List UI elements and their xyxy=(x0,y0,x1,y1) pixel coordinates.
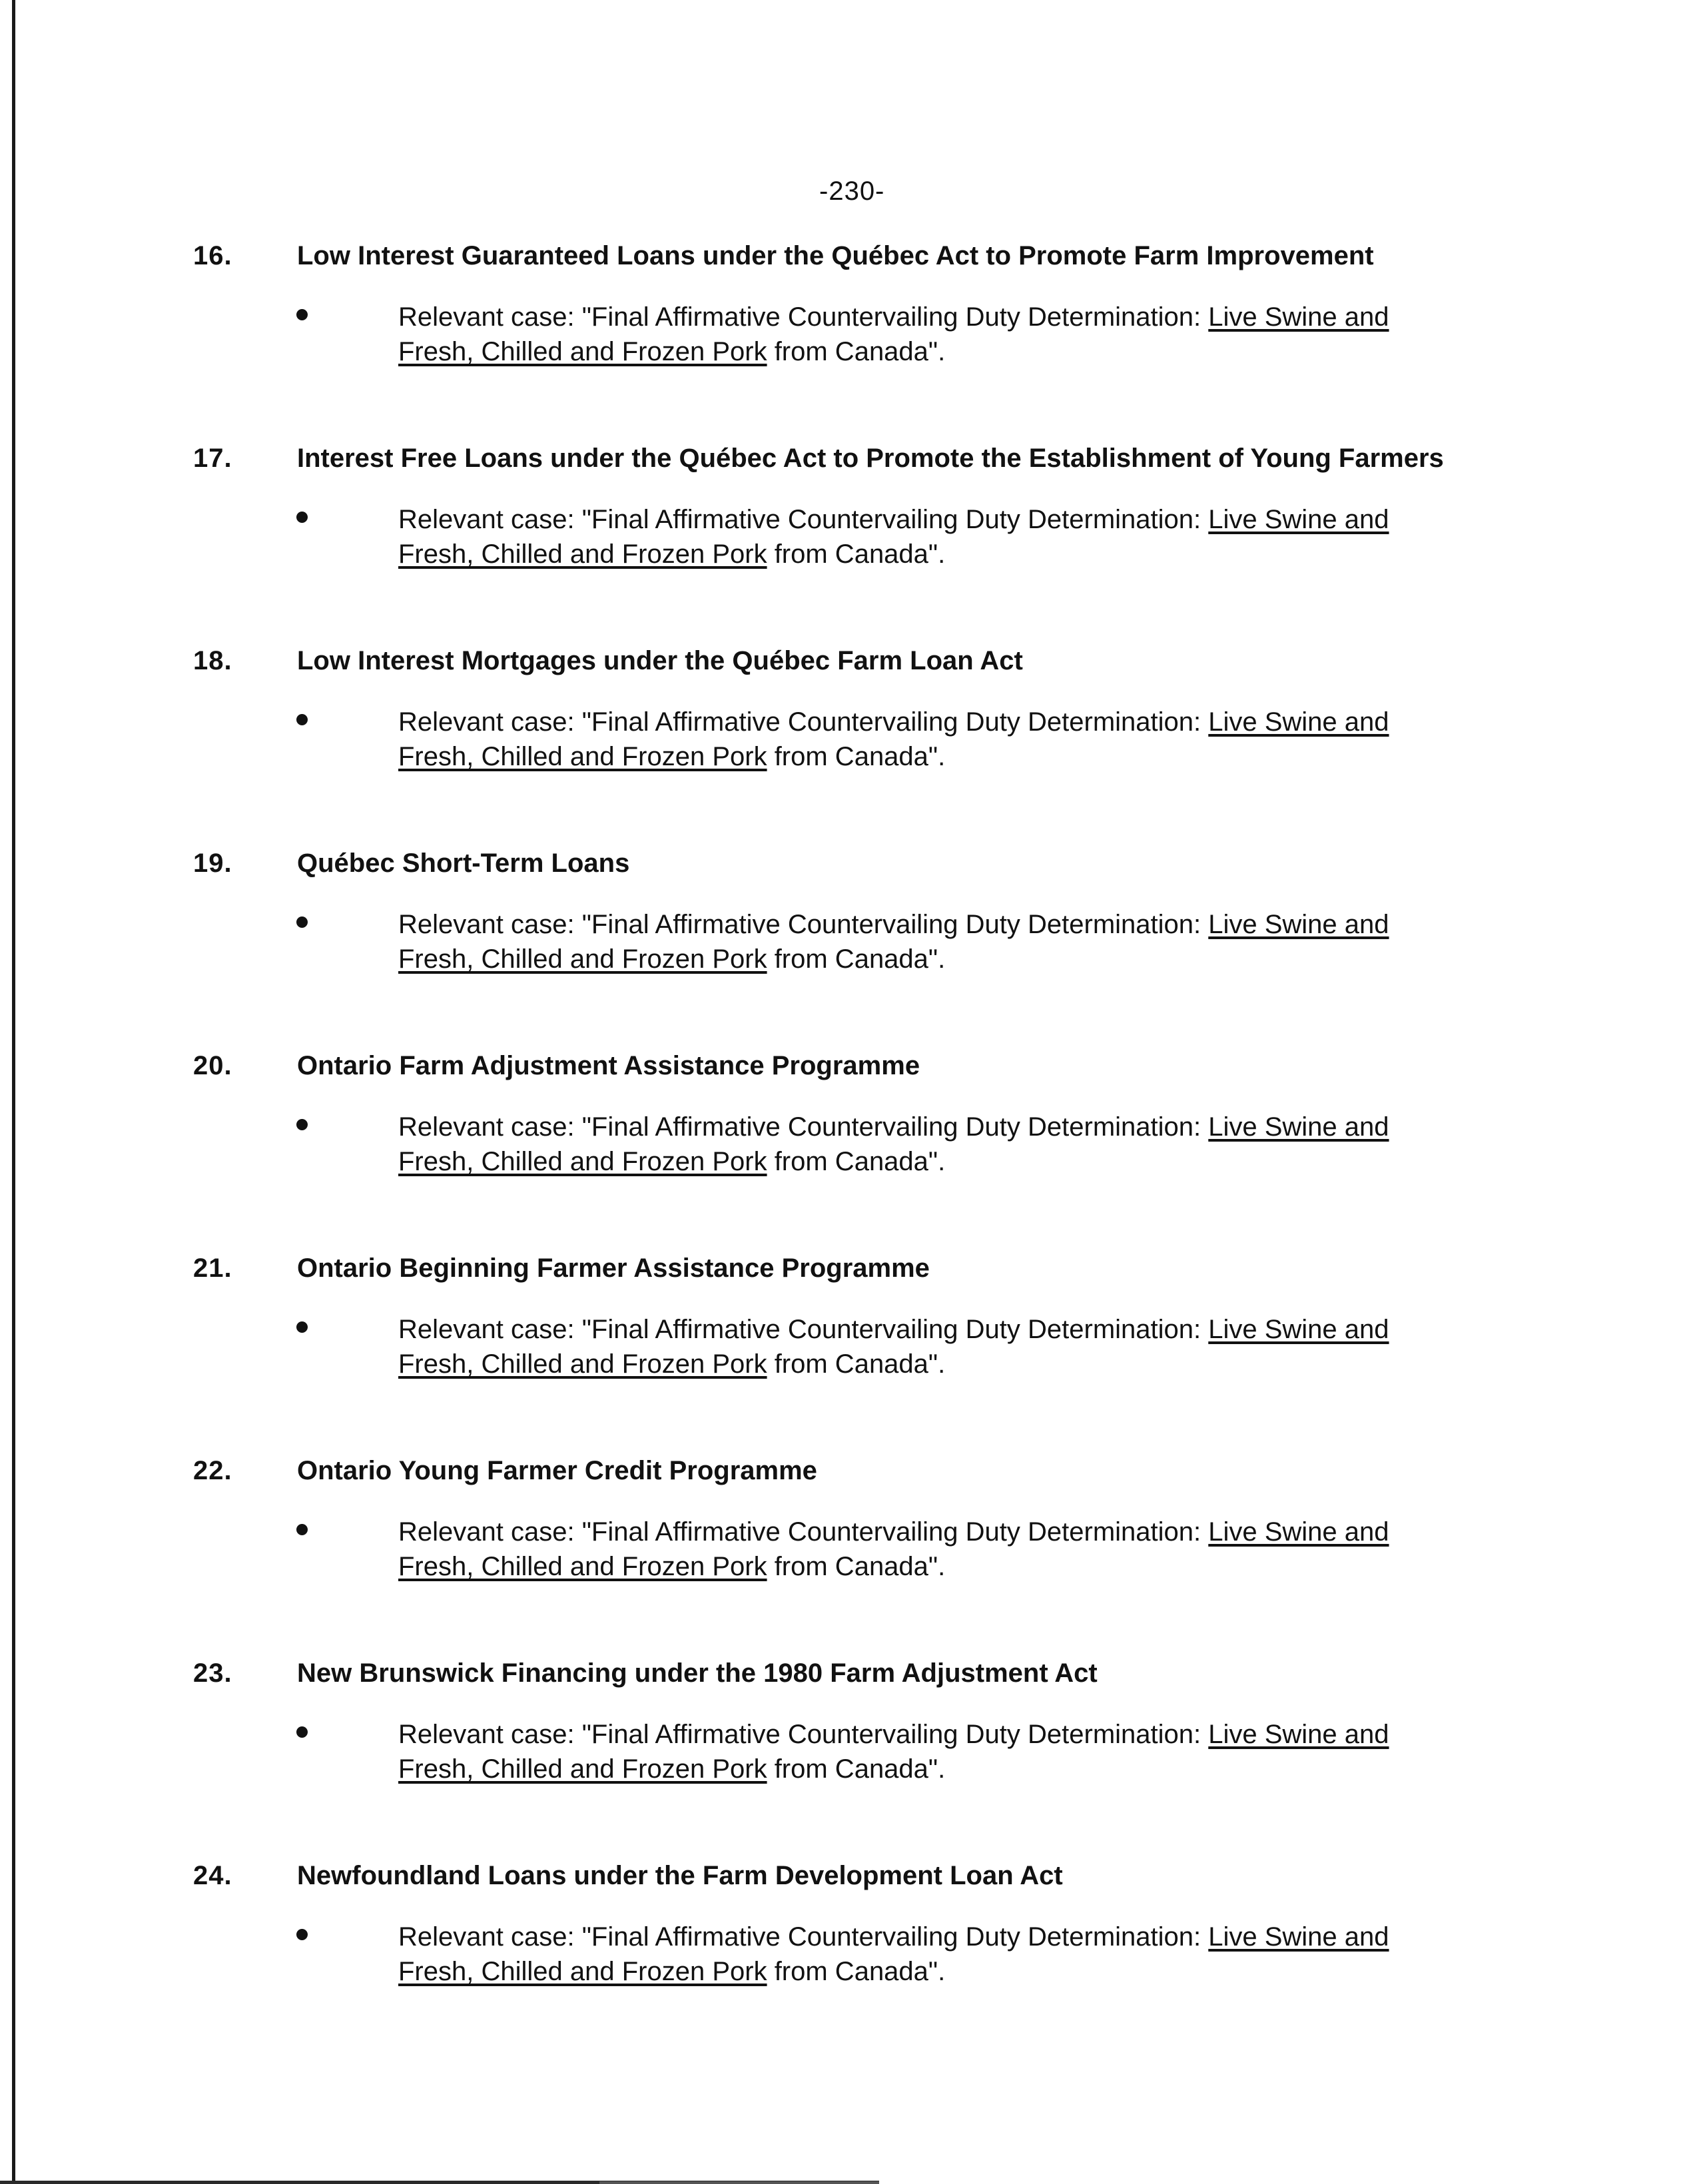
item-number: 19. xyxy=(193,849,232,878)
case-suffix: from Canada". xyxy=(767,1957,946,1986)
case-title-part-2: Fresh, Chilled and Frozen Pork xyxy=(398,540,767,569)
relevant-case-text xyxy=(398,705,1544,774)
case-line-2 xyxy=(398,1752,1544,1786)
case-prefix: Relevant case: "Final Affirmative Countervailing Duty Determination: xyxy=(398,1112,1209,1142)
case-title-part-1: Live Swine and xyxy=(1208,1720,1389,1749)
case-suffix: from Canada". xyxy=(767,1754,946,1784)
item-title: Low Interest Guaranteed Loans under the Québec Act to Promote Farm Improvement xyxy=(297,241,1374,270)
case-line-2 xyxy=(398,739,1544,774)
case-prefix: Relevant case: "Final Affirmative Countervailing Duty Determination: xyxy=(398,302,1209,332)
case-suffix: from Canada". xyxy=(767,742,946,771)
item-title: Ontario Young Farmer Credit Programme xyxy=(297,1456,817,1485)
bullet-icon xyxy=(296,512,308,523)
case-title-part-1: Live Swine and xyxy=(1208,302,1389,332)
bullet-icon xyxy=(296,916,308,928)
bullet-icon xyxy=(296,309,308,320)
case-title-part-1: Live Swine and xyxy=(1208,1112,1389,1142)
case-prefix: Relevant case: "Final Affirmative Countervailing Duty Determination: xyxy=(398,1517,1209,1547)
case-title-part-2: Fresh, Chilled and Frozen Pork xyxy=(398,1552,767,1581)
case-line-2 xyxy=(398,334,1544,369)
item-title: New Brunswick Financing under the 1980 Farm Adjustment Act xyxy=(297,1658,1098,1688)
relevant-case-text xyxy=(398,502,1544,571)
case-title-part-2: Fresh, Chilled and Frozen Pork xyxy=(398,742,767,771)
case-title-part-2: Fresh, Chilled and Frozen Pork xyxy=(398,1957,767,1986)
case-prefix: Relevant case: "Final Affirmative Countervailing Duty Determination: xyxy=(398,1315,1209,1344)
relevant-case-text xyxy=(398,1717,1544,1786)
case-line-1 xyxy=(398,1920,1544,1954)
case-title-part-1: Live Swine and xyxy=(1208,910,1389,939)
item-number: 22. xyxy=(193,1456,232,1485)
case-line-1 xyxy=(398,705,1544,739)
case-title-part-1: Live Swine and xyxy=(1208,1315,1389,1344)
case-prefix: Relevant case: "Final Affirmative Countervailing Duty Determination: xyxy=(398,1922,1209,1952)
case-line-2 xyxy=(398,942,1544,976)
scan-left-edge xyxy=(12,0,15,2184)
case-suffix: from Canada". xyxy=(767,1349,946,1379)
case-title-part-1: Live Swine and xyxy=(1208,1922,1389,1952)
case-line-2 xyxy=(398,1549,1544,1584)
case-title-part-1: Live Swine and xyxy=(1208,707,1389,737)
bullet-icon xyxy=(296,1321,308,1333)
item-number: 23. xyxy=(193,1658,232,1688)
bullet-icon xyxy=(296,1929,308,1940)
bullet-icon xyxy=(296,1524,308,1535)
case-line-2 xyxy=(398,1347,1544,1381)
case-line-1 xyxy=(398,300,1544,334)
item-title: Interest Free Loans under the Québec Act to Promote the Establishment of Young Farmers xyxy=(297,444,1444,473)
case-line-1 xyxy=(398,1110,1544,1144)
case-prefix: Relevant case: "Final Affirmative Countervailing Duty Determination: xyxy=(398,1720,1209,1749)
case-line-2 xyxy=(398,537,1544,571)
item-number: 17. xyxy=(193,444,232,473)
case-title-part-1: Live Swine and xyxy=(1208,1517,1389,1547)
relevant-case-text xyxy=(398,1110,1544,1179)
case-suffix: from Canada". xyxy=(767,337,946,366)
relevant-case-text xyxy=(398,907,1544,976)
case-line-1 xyxy=(398,907,1544,942)
case-suffix: from Canada". xyxy=(767,1147,946,1176)
case-prefix: Relevant case: "Final Affirmative Countervailing Duty Determination: xyxy=(398,910,1209,939)
case-title-part-2: Fresh, Chilled and Frozen Pork xyxy=(398,944,767,974)
case-title-part-2: Fresh, Chilled and Frozen Pork xyxy=(398,1147,767,1176)
bullet-icon xyxy=(296,1726,308,1738)
case-title-part-2: Fresh, Chilled and Frozen Pork xyxy=(398,1754,767,1784)
relevant-case-text xyxy=(398,1515,1544,1584)
case-title-part-2: Fresh, Chilled and Frozen Pork xyxy=(398,337,767,366)
relevant-case-text xyxy=(398,1920,1544,1989)
item-number: 18. xyxy=(193,646,232,675)
item-number: 21. xyxy=(193,1254,232,1283)
scan-bottom-edge-fragment xyxy=(599,2181,879,2184)
item-number: 24. xyxy=(193,1861,232,1890)
case-suffix: from Canada". xyxy=(767,944,946,974)
item-title: Newfoundland Loans under the Farm Development Loan Act xyxy=(297,1861,1063,1890)
case-prefix: Relevant case: "Final Affirmative Countervailing Duty Determination: xyxy=(398,505,1209,534)
item-title: Low Interest Mortgages under the Québec Farm Loan Act xyxy=(297,646,1023,675)
case-suffix: from Canada". xyxy=(767,540,946,569)
case-line-1 xyxy=(398,1717,1544,1752)
case-title-part-1: Live Swine and xyxy=(1208,505,1389,534)
case-line-2 xyxy=(398,1954,1544,1989)
relevant-case-text xyxy=(398,300,1544,369)
relevant-case-text xyxy=(398,1312,1544,1381)
case-line-2 xyxy=(398,1144,1544,1179)
case-suffix: from Canada". xyxy=(767,1552,946,1581)
case-line-1 xyxy=(398,1312,1544,1347)
case-title-part-2: Fresh, Chilled and Frozen Pork xyxy=(398,1349,767,1379)
item-title: Québec Short-Term Loans xyxy=(297,849,630,878)
page-number: -230- xyxy=(819,177,885,206)
bullet-icon xyxy=(296,714,308,725)
case-line-1 xyxy=(398,1515,1544,1549)
case-prefix: Relevant case: "Final Affirmative Countervailing Duty Determination: xyxy=(398,707,1209,737)
item-number: 16. xyxy=(193,241,232,270)
item-number: 20. xyxy=(193,1051,232,1080)
bullet-icon xyxy=(296,1119,308,1130)
item-title: Ontario Farm Adjustment Assistance Programme xyxy=(297,1051,920,1080)
item-title: Ontario Beginning Farmer Assistance Programme xyxy=(297,1254,930,1283)
case-line-1 xyxy=(398,502,1544,537)
